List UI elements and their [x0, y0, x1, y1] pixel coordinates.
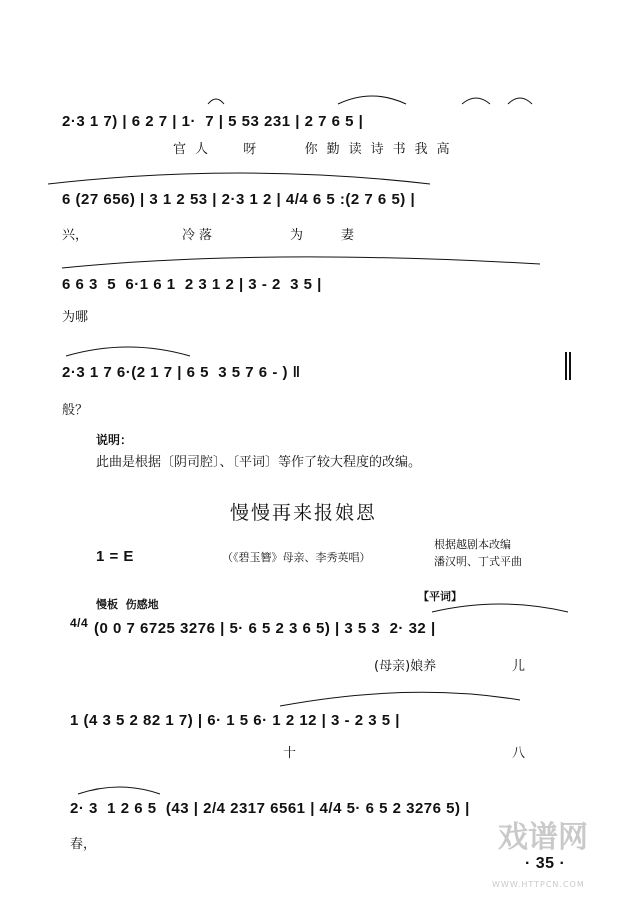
score1-row1-lyrics: 官人 呀 你勤读诗书我高 — [173, 142, 459, 157]
slur-arc — [338, 96, 406, 104]
score2-row1-notes: (0 0 7 6725 3276 | 5· 6 5 2 3 6 5) | 3 5 3 2· 32 | — [94, 620, 436, 637]
note-text: 此曲是根据〔阴司腔〕、〔平词〕等作了较大程度的改编。 — [96, 455, 422, 470]
score2-row3-notes: 2· 3 1 2 6 5 (43 | 2/4 2317 6561 | 4/4 5· 6 5 2 3276 5) | — [70, 800, 470, 817]
song-tempo: 慢板 伤感地 — [96, 598, 159, 611]
slur-arc — [508, 98, 532, 104]
score2-row3-lyrics: 春， — [70, 837, 97, 852]
score1-row2-lyric-2: 冷落 — [182, 228, 217, 243]
slur-arc — [66, 347, 190, 356]
score2-row2-notes: 1 (4 3 5 2 82 1 7) | 6· 1 5 6· 1 2 12 | 3 - 2 3 5 | — [70, 712, 400, 729]
score1-row2-lyric-3: 为妻 — [290, 228, 393, 243]
song-credit-line-2: 潘汉明、丁式平曲 — [434, 555, 522, 568]
slur-arc — [432, 604, 568, 612]
score1-row1-notes: 2·3 1 7) | 6 2 7 | 1· 7 | 5 53 231 | 2 7 6 5 | — [62, 113, 364, 130]
song-credit-line-1: 根据越剧本改编 — [434, 538, 511, 551]
slur-arc — [62, 257, 540, 268]
slur-arc — [78, 787, 160, 794]
score2-row1-lyric-2: 儿 — [512, 659, 526, 674]
watermark-url: WWW.HTTPCN.COM — [492, 880, 585, 889]
double-barline — [566, 352, 570, 380]
score1-row4-lyrics: 般？ — [62, 403, 89, 418]
score1-row2-notes: 6 (27 656) | 3 1 2 53 | 2·3 1 2 | 4/4 6 5 :(2 7 6 5) | — [62, 191, 416, 208]
slur-arc — [462, 98, 490, 104]
score2-time-signature: 4/4 — [70, 616, 89, 630]
score1-row2-lyric-1: 兴， — [62, 228, 89, 243]
score1-row3-lyrics: 为哪 — [62, 310, 89, 325]
score2-row2-lyric-2: 八 — [512, 746, 526, 761]
score2-row1-lyric-1: (母亲)娘养 — [374, 659, 437, 674]
slur-arc — [48, 173, 430, 184]
score1-row3-notes: 6 6 3 5 6·1 6 1 2 3 1 2 | 3 - 2 3 5 | — [62, 276, 322, 293]
score2-row2-lyric-1: 十 — [283, 746, 297, 761]
song-source: （《碧玉簪》母亲、李秀英唱） — [222, 551, 371, 564]
page-number: · 35 · — [525, 855, 566, 872]
slur-arc — [208, 99, 224, 104]
note-heading: 说明： — [96, 433, 133, 447]
song-key: 1 = E — [96, 548, 134, 565]
watermark-logo: 戏谱网 — [498, 820, 588, 855]
score1-row4-notes: 2·3 1 7 6·(2 1 7 | 6 5 3 5 7 6 - ) ‖ — [62, 364, 301, 381]
slur-arc — [280, 692, 520, 706]
song-title: 慢慢再来报娘恩 — [230, 502, 378, 524]
section-tag: 【平词】 — [418, 590, 462, 603]
